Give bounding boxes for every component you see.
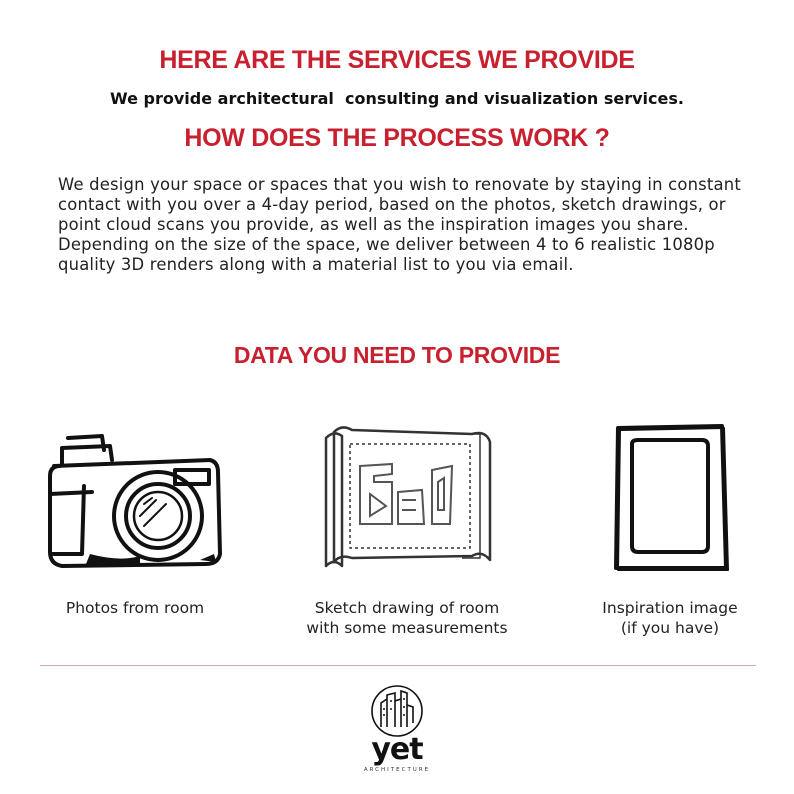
camera-icon: [40, 424, 230, 574]
process-heading: HOW DOES THE PROCESS WORK ?: [184, 124, 610, 152]
caption-sketch: [252, 598, 562, 638]
yet-architecture-logo: [347, 683, 447, 773]
services-text: We provide architectural consulting and visualization services.: [110, 89, 684, 108]
logo-word: yet: [371, 732, 423, 767]
caption-inspiration-line1: Inspiration image: [602, 599, 738, 617]
logo-subtitle: ARCHITECTURE: [363, 767, 431, 773]
caption-inspiration-line2: (if you have): [620, 619, 720, 637]
sketch-plan-icon: [312, 420, 502, 580]
caption-sketch-line1: Sketch drawing of room: [314, 599, 500, 617]
item-inspiration: [565, 424, 775, 572]
caption-sketch-line2: with some measurements: [306, 619, 508, 637]
building-logo-icon: [369, 683, 425, 739]
item-photos: [30, 424, 240, 574]
item-sketch: [262, 424, 552, 580]
caption-inspiration: [560, 598, 780, 638]
caption-photos: [30, 598, 240, 618]
divider: [40, 665, 756, 666]
data-heading: DATA YOU NEED TO PROVIDE: [233, 342, 561, 368]
process-text: We design your space or spaces that you wish to renovate by staying in constant contact with you over a 4-day period, based on the photos, sketch drawings, or point cloud scans you provide, as well as the inspiration images you share. Depending on the size of the space, we deliver between 4 to 6 realistic 1080p quality 3D renders along with a material list to you via email.: [58, 175, 742, 274]
services-heading: HERE ARE THE SERVICES WE PROVIDE: [159, 46, 635, 74]
caption-photos-line1: Photos from room: [65, 599, 205, 617]
image-frame-icon: [610, 422, 730, 572]
